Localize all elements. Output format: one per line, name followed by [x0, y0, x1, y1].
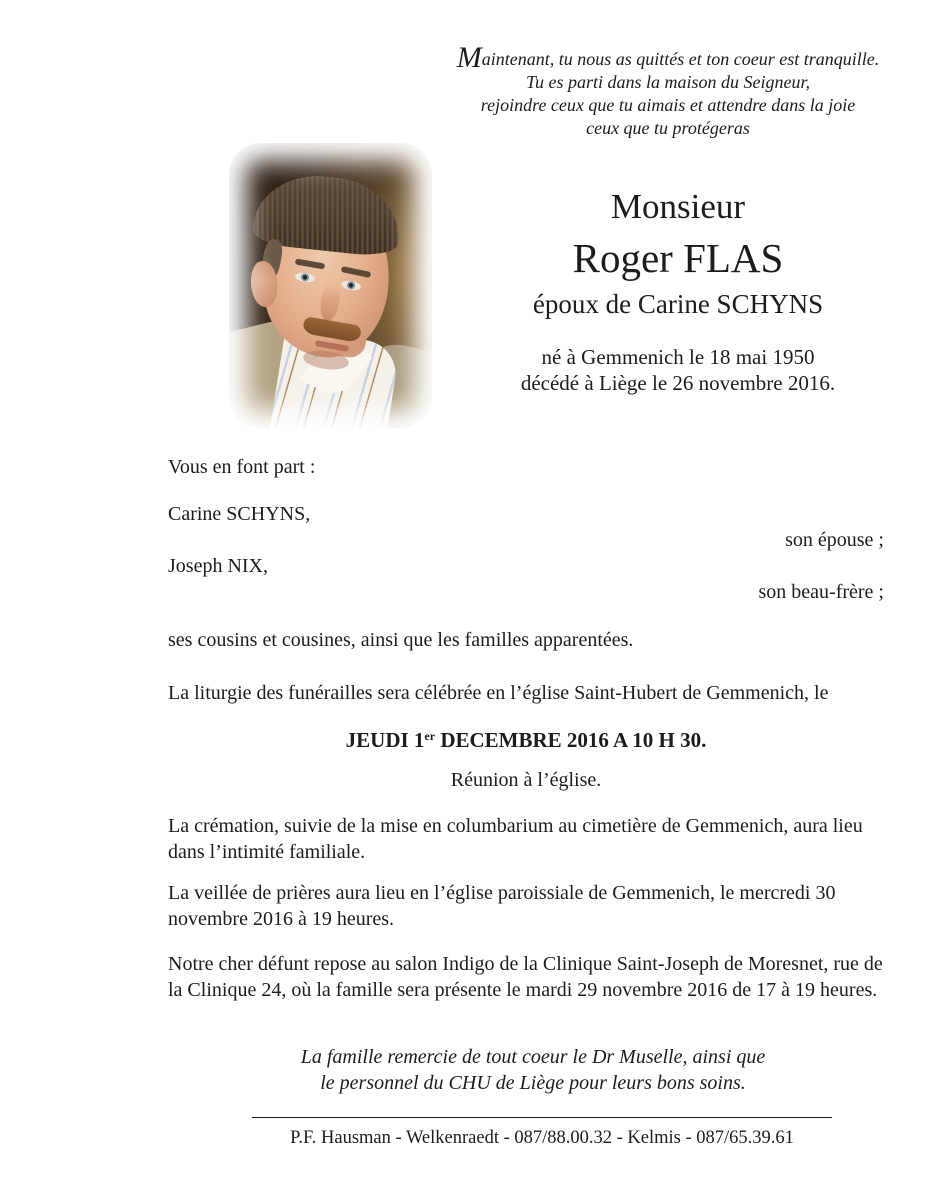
liturgy-line: La liturgie des funérailles sera célébrée en l’église Saint-Hubert de Gemmenich, le	[168, 682, 829, 704]
quote-line-2: Tu es parti dans la maison du Seigneur,	[525, 72, 811, 92]
quote-line-1-text: aintenant, tu nous as quittés et ton coeur est tranquille.	[481, 49, 880, 69]
photo-white-vignette	[227, 141, 434, 430]
title-block	[448, 182, 908, 396]
date-ordinal-superscript: er	[424, 729, 436, 743]
birth-line: né à Gemmenich le 18 mai 1950	[541, 345, 815, 369]
life-dates	[448, 345, 908, 396]
funeral-date-prefix: JEUDI 1	[345, 728, 425, 752]
cremation-paragraph: La crémation, suivie de la mise en columbarium au cimetière de Gemmenich, aura lieu dans l’intimité familiale.	[168, 815, 863, 863]
death-line: décédé à Liège le 26 novembre 2016.	[520, 370, 836, 395]
relative-relation: son beau-frère ;	[758, 581, 884, 603]
footer-divider	[252, 1117, 832, 1118]
civility-title: Monsieur	[610, 187, 746, 226]
vigil-paragraph: La veillée de prières aura lieu en l’église paroissiale de Gemmenich, le mercredi 30 novembre 2016 à 19 heures.	[168, 882, 836, 930]
deceased-name: Roger FLAS	[572, 235, 784, 281]
meeting-line: Réunion à l’église.	[450, 769, 602, 791]
thanks-block	[168, 1044, 898, 1096]
spouse-line: époux de Carine SCHYNS	[532, 289, 824, 319]
funeral-home-contact: P.F. Hausman - Welkenraedt - 087/88.00.32 - Kelmis - 087/65.39.61	[290, 1128, 794, 1148]
quote-line-1	[420, 41, 916, 74]
memorial-quote	[420, 41, 916, 140]
families-line: ses cousins et cousines, ainsi que les familles apparentées.	[168, 629, 634, 651]
funeral-date-line	[168, 724, 884, 753]
quote-drop-cap: M	[456, 41, 482, 74]
quote-line-3: rejoindre ceux que tu aimais et attendre dans la joie	[480, 95, 856, 115]
deceased-photo	[229, 143, 432, 428]
thanks-line-2: le personnel du CHU de Liège pour leurs bons soins.	[320, 1072, 746, 1094]
relative-relation: son épouse ;	[785, 529, 884, 551]
thanks-line-1: La famille remercie de tout coeur le Dr Muselle, ainsi que	[300, 1046, 766, 1068]
quote-line-4: ceux que tu protégeras	[586, 118, 750, 138]
relative-name: Carine SCHYNS,	[168, 503, 311, 525]
funeral-date-suffix: DECEMBRE 2016 A 10 H 30.	[435, 728, 707, 752]
repose-paragraph: Notre cher défunt repose au salon Indigo de la Clinique Saint-Joseph de Moresnet, rue de la Clinique 24, où la famille sera présente le mardi 29 novembre 2016 de 17 à 19 heures.	[168, 953, 883, 1001]
announcement-intro: Vous en font part :	[168, 456, 316, 478]
relative-name: Joseph NIX,	[168, 555, 268, 577]
